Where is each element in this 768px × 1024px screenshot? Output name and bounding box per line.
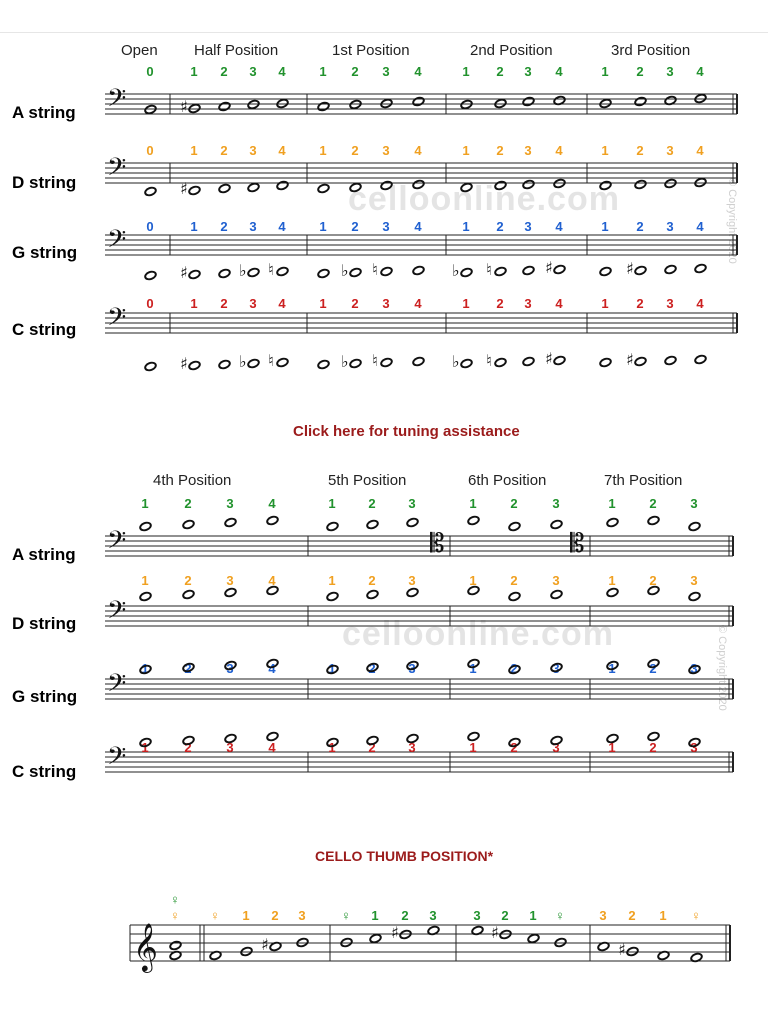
header-4th-position: 4th Position: [153, 472, 232, 489]
tenor-clef-icon: 𝄡: [570, 529, 585, 559]
finger-number: ♀: [170, 892, 180, 907]
finger-number: 1: [469, 661, 477, 676]
finger-number: 2: [636, 64, 644, 79]
finger-number: 1: [601, 64, 609, 79]
finger-number: 2: [220, 64, 228, 79]
finger-number: 1: [319, 296, 327, 311]
bass-clef-icon: 𝄢: [107, 526, 127, 561]
watermark-bottom: celloonline.com: [342, 615, 614, 653]
finger-number: 1: [608, 740, 616, 755]
copyright-top: © Copyright 2020: [726, 178, 738, 264]
bass-clef-icon: 𝄢: [107, 225, 127, 260]
accidental-icon: ♮: [372, 351, 378, 370]
finger-number: 4: [555, 143, 563, 158]
accidental-icon: ♮: [268, 351, 274, 370]
sharp-icon: ♯: [491, 923, 499, 942]
header-3rd-position: 3rd Position: [611, 42, 691, 59]
finger-number: 2: [368, 573, 376, 588]
finger-number: 0: [146, 143, 154, 158]
finger-number: 1: [601, 296, 609, 311]
copyright-bottom: © Copyright 2020: [716, 625, 728, 711]
finger-number: 2: [184, 496, 192, 511]
finger-number: 4: [696, 143, 704, 158]
watermark-top: celloonline.com: [348, 180, 620, 218]
finger-number: 1: [328, 573, 336, 588]
accidental-icon: ♯: [180, 97, 188, 116]
finger-number: 3: [226, 661, 234, 676]
finger-number: 3: [666, 219, 674, 234]
finger-number: 1: [328, 740, 336, 755]
finger-number: 3: [552, 573, 560, 588]
finger-number: 3: [408, 573, 416, 588]
finger-number: 2: [220, 296, 228, 311]
finger-number: 4: [268, 661, 276, 676]
finger-number: 3: [599, 908, 607, 923]
finger-number: 3: [690, 740, 698, 755]
bass-clef-icon: 𝄢: [107, 596, 127, 631]
finger-number: 1: [608, 661, 616, 676]
finger-number: 2: [368, 496, 376, 511]
accidental-icon: ♯: [545, 349, 553, 368]
accidental-icon: ♭: [239, 352, 247, 371]
finger-number: 2: [628, 908, 636, 923]
finger-number: 2: [496, 143, 504, 158]
finger-number: 0: [146, 64, 154, 79]
sharp-icon: ♯: [618, 940, 626, 959]
finger-number: 1: [462, 143, 470, 158]
finger-number: 4: [696, 296, 704, 311]
finger-number: 2: [496, 64, 504, 79]
finger-number: 3: [382, 143, 390, 158]
finger-number: 4: [414, 219, 422, 234]
sharp-icon: ♯: [261, 935, 269, 954]
accidental-icon: ♭: [452, 352, 460, 371]
finger-number: 2: [501, 908, 509, 923]
bass-clef-icon: 𝄢: [107, 303, 127, 338]
finger-number: 1: [242, 908, 250, 923]
finger-number: 3: [226, 573, 234, 588]
finger-number: 1: [469, 496, 477, 511]
finger-number: 2: [271, 908, 279, 923]
accidental-icon: ♯: [180, 179, 188, 198]
finger-number: 3: [298, 908, 306, 923]
finger-number: 1: [141, 740, 149, 755]
finger-number: 2: [351, 64, 359, 79]
finger-number: 3: [429, 908, 437, 923]
finger-number: 1: [529, 908, 537, 923]
finger-number: 1: [319, 219, 327, 234]
finger-number: 2: [510, 573, 518, 588]
string-label-a: A string: [12, 103, 76, 122]
header-1st-position: 1st Position: [332, 42, 410, 59]
finger-number: 1: [141, 573, 149, 588]
finger-number: 3: [524, 64, 532, 79]
accidental-icon: ♯: [180, 263, 188, 282]
finger-number: 2: [649, 496, 657, 511]
string-label-d-2: D string: [12, 614, 77, 633]
finger-number: 1: [469, 573, 477, 588]
finger-number: 4: [555, 296, 563, 311]
finger-number: 2: [636, 143, 644, 158]
finger-number: 2: [496, 219, 504, 234]
accidental-icon: ♯: [626, 259, 634, 278]
finger-number: 1: [328, 496, 336, 511]
finger-number: 1: [601, 219, 609, 234]
finger-number: 2: [220, 219, 228, 234]
finger-number: 4: [696, 219, 704, 234]
accidental-icon: ♯: [545, 258, 553, 277]
finger-number: 2: [510, 496, 518, 511]
finger-number: 3: [473, 908, 481, 923]
finger-number: 4: [268, 496, 276, 511]
finger-number: 1: [190, 296, 198, 311]
finger-number: 1: [190, 219, 198, 234]
accidental-icon: ♮: [268, 260, 274, 279]
finger-number: 3: [666, 143, 674, 158]
accidental-icon: ♭: [341, 261, 349, 280]
finger-number: 2: [636, 219, 644, 234]
header-open: Open: [121, 42, 158, 59]
finger-number: 2: [184, 573, 192, 588]
finger-number: 1: [141, 661, 149, 676]
finger-number: 1: [371, 908, 379, 923]
finger-number: 4: [268, 573, 276, 588]
string-label-g: G string: [12, 243, 78, 262]
finger-number: 1: [319, 64, 327, 79]
finger-number: ♀: [691, 908, 701, 923]
string-label-a-2: A string: [12, 545, 76, 564]
finger-number: 1: [141, 496, 149, 511]
thumb-position-heading: CELLO THUMB POSITION*: [315, 848, 494, 864]
bass-clef-icon: 𝄢: [107, 742, 127, 777]
finger-number: 1: [601, 143, 609, 158]
finger-number: 1: [319, 143, 327, 158]
finger-number: 2: [649, 573, 657, 588]
finger-number: 1: [608, 496, 616, 511]
finger-number: 3: [690, 496, 698, 511]
finger-number: 2: [184, 740, 192, 755]
finger-number: 3: [408, 496, 416, 511]
finger-number: 3: [249, 296, 257, 311]
finger-number: 2: [368, 661, 376, 676]
finger-number: 3: [226, 496, 234, 511]
string-label-g-2: G string: [12, 687, 78, 706]
finger-number: 4: [278, 296, 286, 311]
finger-number: 2: [351, 219, 359, 234]
finger-number: 1: [469, 740, 477, 755]
finger-number: 3: [524, 296, 532, 311]
finger-number: 3: [408, 661, 416, 676]
header-5th-position: 5th Position: [328, 472, 407, 489]
finger-number: 3: [552, 740, 560, 755]
finger-number: 4: [696, 64, 704, 79]
finger-number: 1: [190, 143, 198, 158]
sharp-icon: ♯: [391, 923, 399, 942]
finger-number: 3: [552, 496, 560, 511]
finger-number: 3: [408, 740, 416, 755]
finger-number: 4: [414, 296, 422, 311]
finger-number: 1: [462, 64, 470, 79]
finger-number: 2: [401, 908, 409, 923]
accidental-icon: ♮: [372, 260, 378, 279]
finger-number: ♀: [341, 908, 351, 923]
finger-number: 0: [146, 219, 154, 234]
finger-number: 3: [524, 219, 532, 234]
finger-number: 3: [249, 143, 257, 158]
finger-number: 1: [659, 908, 667, 923]
finger-number: 2: [510, 740, 518, 755]
finger-number: ♀: [210, 908, 220, 923]
accidental-icon: ♯: [626, 350, 634, 369]
finger-number: 1: [328, 661, 336, 676]
finger-number: 4: [555, 64, 563, 79]
finger-number: ♀: [555, 908, 565, 923]
header-2nd-position: 2nd Position: [470, 42, 553, 59]
finger-number: 3: [226, 740, 234, 755]
bass-clef-icon: 𝄢: [107, 153, 127, 188]
header-half-position: Half Position: [194, 42, 279, 59]
finger-number: 4: [278, 64, 286, 79]
finger-number: 4: [414, 143, 422, 158]
finger-number: 3: [249, 64, 257, 79]
accidental-icon: ♭: [341, 352, 349, 371]
treble-clef-icon: 𝄞: [133, 922, 158, 971]
finger-number: 4: [555, 219, 563, 234]
finger-number: 3: [524, 143, 532, 158]
finger-number: 2: [220, 143, 228, 158]
finger-number: 1: [462, 296, 470, 311]
finger-number: 4: [278, 219, 286, 234]
bass-clef-icon: 𝄢: [107, 669, 127, 704]
finger-number: 2: [351, 296, 359, 311]
accidental-icon: ♭: [452, 261, 460, 280]
accidental-icon: ♭: [239, 261, 247, 280]
string-label-c-2: C string: [12, 762, 77, 781]
finger-number: 2: [510, 661, 518, 676]
finger-number: 3: [382, 64, 390, 79]
finger-number: 0: [146, 296, 154, 311]
finger-number: 2: [351, 143, 359, 158]
finger-number: 4: [414, 64, 422, 79]
finger-number: 3: [249, 219, 257, 234]
finger-number: 3: [690, 573, 698, 588]
header-7th-position: 7th Position: [604, 472, 683, 489]
bass-clef-icon: 𝄢: [107, 84, 127, 119]
finger-number: 3: [552, 661, 560, 676]
finger-number: 3: [666, 64, 674, 79]
finger-number: 4: [268, 740, 276, 755]
accidental-icon: ♯: [180, 354, 188, 373]
finger-number: ♀: [170, 908, 180, 923]
finger-number: 2: [496, 296, 504, 311]
finger-number: 3: [666, 296, 674, 311]
finger-number: 3: [690, 661, 698, 676]
finger-number: 4: [278, 143, 286, 158]
finger-number: 1: [608, 573, 616, 588]
accidental-icon: ♮: [486, 351, 492, 370]
finger-number: 3: [382, 219, 390, 234]
finger-number: 2: [649, 740, 657, 755]
finger-number: 2: [368, 740, 376, 755]
accidental-icon: ♮: [486, 260, 492, 279]
string-label-c: C string: [12, 320, 77, 339]
finger-number: 1: [462, 219, 470, 234]
string-label-d: D string: [12, 173, 77, 192]
header-6th-position: 6th Position: [468, 472, 547, 489]
tenor-clef-icon: 𝄡: [430, 529, 445, 559]
tuning-assistance-link[interactable]: Click here for tuning assistance: [293, 423, 520, 440]
finger-number: 3: [382, 296, 390, 311]
finger-number: 2: [649, 661, 657, 676]
finger-number: 2: [184, 661, 192, 676]
finger-number: 2: [636, 296, 644, 311]
finger-number: 1: [190, 64, 198, 79]
